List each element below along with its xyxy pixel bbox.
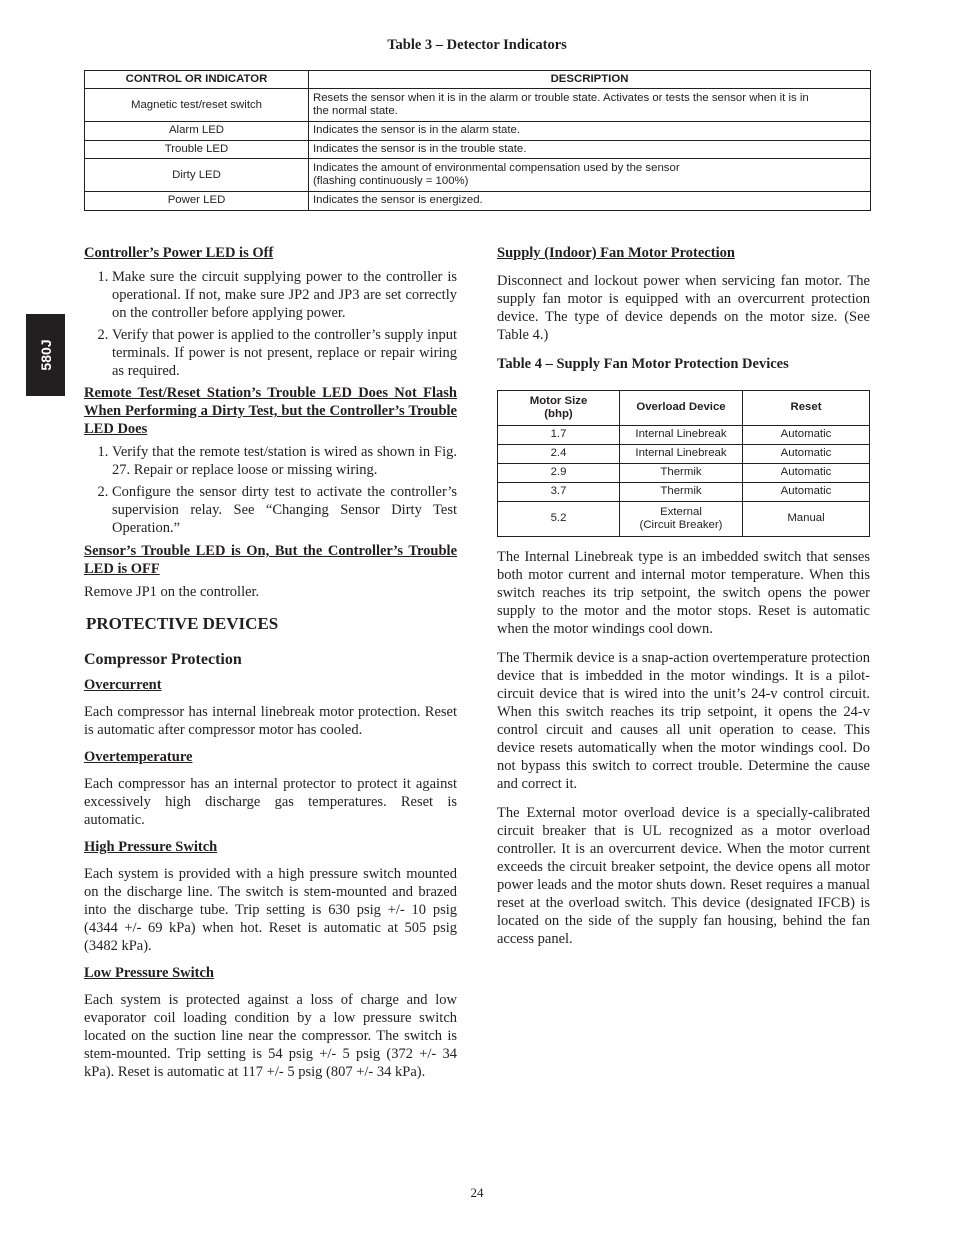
external-overload-text: The External motor overload device is a specially-calibrated circuit breaker that is UL recognized as a motor overload controller. It is an overcurrent device. When the motor current exceeds the circuit breaker setpoint, the device opens all motor power leads and the motor shuts down. Reset requires a manual reset at the overload switch. This device (designated IFCB) is located on the side of the supply fan housing, behind the fan access panel. — [497, 805, 870, 947]
heading-high-pressure-switch: High Pressure Switch — [84, 839, 218, 855]
heading-protective-devices: PROTECTIVE DEVICES — [86, 614, 279, 633]
heading-power-led: Controller’s Power LED is Off — [84, 245, 274, 261]
motor-size-cell: 5.2 — [498, 502, 620, 537]
heading-overcurrent: Overcurrent — [84, 677, 162, 693]
table3-control-cell: Dirty LED — [85, 159, 309, 192]
list-item: 2. Configure the sensor dirty test to activate the controller’s supervision relay. See “Changing Sensor Dirty Test Operation.” — [112, 483, 457, 537]
sensor-trouble-text: Remove JP1 on the controller. — [84, 584, 260, 600]
list-item: 1. Verify that the remote test/station is wired as shown in Fig. 27. Repair or replace loose or missing wiring. — [112, 443, 457, 479]
heading-supply-fan-protection: Supply (Indoor) Fan Motor Protection — [497, 245, 735, 261]
list-item: 1. Make sure the circuit supplying power to the controller is operational. If not, make sure JP2 and JP3 are set correctly on the controller before applying power. — [112, 268, 457, 322]
table3-description-cell: Indicates the sensor is energized. — [309, 192, 871, 210]
overload-device-cell: Internal Linebreak — [620, 445, 743, 464]
overcurrent-text: Each compressor has internal linebreak motor protection. Reset is automatic after compressor motor has cooled. — [84, 704, 457, 738]
internal-linebreak-text: The Internal Linebreak type is an imbedded switch that senses both motor current and internal motor temperature. When this switch reaches its trip setpoint, the switch opens the power supply to the motor and the motor stops. Reset is automatic when the motor windings cool down. — [497, 549, 870, 637]
overtemperature-text: Each compressor has an internal protector to protect it against excessively high discharge gas temperatures. Reset is automatic. — [84, 776, 457, 828]
heading-remote-test: Remote Test/Reset Station’s Trouble LED Does Not Flash When Performing a Dirty Test, but the Controller’s Trouble LED Does — [84, 385, 457, 437]
motor-size-cell: 2.4 — [498, 445, 620, 464]
table3-description-cell: Indicates the sensor is in the alarm state. — [309, 122, 871, 140]
page-number: 24 — [470, 1185, 484, 1200]
table4-header-overload-device: Overload Device — [620, 391, 743, 426]
side-tab-label: 580J — [37, 339, 54, 371]
thermik-text: The Thermik device is a snap-action overtemperature protection device that is imbedded in the motor windings. It is a pilot-circuit device that is wired into the unit’s 24-v control circuit. When this switch reaches its trip setpoint, it opens the 24-v control circuit and causes all unit operation to cease. This device resets automatically when the motor windings cool. Do not bypass this switch to correct trouble. Determine the cause and correct it. — [497, 650, 870, 792]
overload-device-cell: Internal Linebreak — [620, 426, 743, 445]
table3-control-cell: Alarm LED — [85, 122, 309, 140]
side-tab — [26, 314, 65, 396]
table3-description-cell: Resets the sensor when it is in the alarm or trouble state. Activates or tests the sensor when it is in the normal state. — [309, 89, 871, 122]
overload-device-cell: Thermik — [620, 483, 743, 502]
left-column — [84, 244, 457, 1081]
fan-motor-protection-table — [497, 390, 870, 537]
overload-device-cell: Thermik — [620, 464, 743, 483]
overload-device-cell: External (Circuit Breaker) — [620, 502, 743, 537]
detector-indicators-table — [84, 70, 871, 211]
heading-overtemperature: Overtemperature — [84, 749, 193, 765]
table3-header-control: CONTROL OR INDICATOR — [85, 71, 309, 89]
remote-test-steps — [84, 443, 457, 537]
table3-header-description: DESCRIPTION — [309, 71, 871, 89]
reset-cell: Automatic — [743, 445, 870, 464]
table3-control-cell: Trouble LED — [85, 140, 309, 158]
heading-low-pressure-switch: Low Pressure Switch — [84, 965, 214, 981]
table4-header-motor-size: Motor Size (bhp) — [498, 391, 620, 426]
motor-size-cell: 3.7 — [498, 483, 620, 502]
power-led-steps — [84, 268, 457, 380]
reset-cell: Automatic — [743, 483, 870, 502]
table3-description-cell: Indicates the amount of environmental compensation used by the sensor (flashing continuously = 100%) — [309, 159, 871, 192]
list-item: 2. Verify that power is applied to the controller’s supply input terminals. If power is not present, replace or repair wiring as required. — [112, 326, 457, 380]
supply-fan-text: Disconnect and lockout power when servicing fan motor. The supply fan motor is equipped with an overcurrent protection device. The type of device depends on the motor size. (See Table 4.) — [497, 273, 870, 343]
reset-cell: Manual — [743, 502, 870, 537]
table4-header-reset: Reset — [743, 391, 870, 426]
low-pressure-text: Each system is protected against a loss of charge and low evaporator coil loading condition by a low pressure switch located on the suction line near the compressor. The switch is stem-mounted. Trip setting is 54 psig +/- 5 psig (372 +/- 34 kPa). Reset is automatic at 117 +/- 5 psig (807 +/- 34 kPa). — [84, 992, 457, 1080]
heading-sensor-trouble: Sensor’s Trouble LED is On, But the Controller’s Trouble LED is OFF — [84, 543, 457, 577]
reset-cell: Automatic — [743, 426, 870, 445]
table3-caption: Table 3 – Detector Indicators — [387, 37, 567, 53]
motor-size-cell: 1.7 — [498, 426, 620, 445]
high-pressure-text: Each system is provided with a high pressure switch mounted on the discharge line. The switch is stem-mounted and brazed into the discharge tube. Trip setting is 630 psig +/- 10 psig (4344 +/- 69 kPa) when hot. Reset is automatic at 505 psig (3482 kPa). — [84, 866, 457, 954]
table3-description-cell: Indicates the sensor is in the trouble state. — [309, 140, 871, 158]
motor-size-cell: 2.9 — [498, 464, 620, 483]
table3-control-cell: Power LED — [85, 192, 309, 210]
right-column — [497, 244, 870, 948]
table3-control-cell: Magnetic test/reset switch — [85, 89, 309, 122]
heading-compressor-protection: Compressor Protection — [84, 651, 242, 668]
table4-caption: Table 4 – Supply Fan Motor Protection Devices — [497, 356, 789, 372]
reset-cell: Automatic — [743, 464, 870, 483]
